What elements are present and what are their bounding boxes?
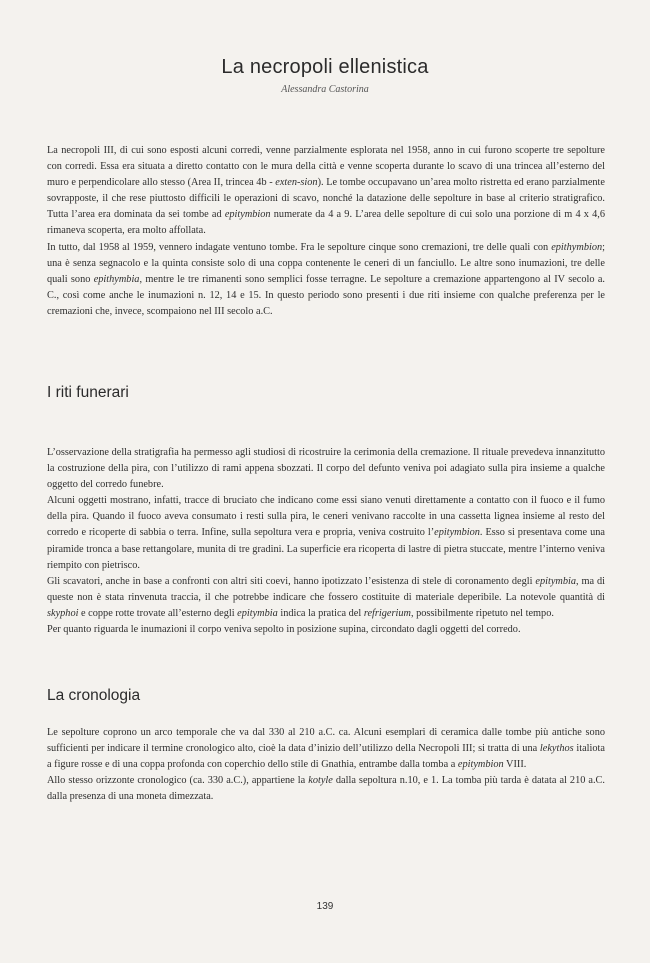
text-run: ). Le tombe occupavano un’area molto ristretta ed erano parzialmente sovrapposte, il che rese piuttosto difficili le operazioni di scavo, nonché la datazione delle sepolture in base al criterio stratigrafico. Tutta l’area era dominata da sei tombe ad [47,177,605,221]
italic-term: kotyle [308,775,333,787]
text-run: numerate da 4 a 9. L’area delle sepolture di cui solo una porzione di m 4 x 4,6 rimaneva scoperta, era molto affollata. [47,209,605,237]
text-run: dalla sepoltura n.10, e 1. La tomba più tarda è datata al 210 a.C. dalla presenza di una moneta dimezzata. [47,775,605,803]
riti-section [47,445,605,638]
text-run: Gli scavatori, anche in base a confronti con altri siti coevi, hanno ipotizzato l’esistenza di stele di coronamento degli [47,575,536,587]
paragraph [47,725,605,773]
text-run: Alcuni oggetti mostrano, infatti, tracce di bruciato che indicano come essi siano venuti direttamente a contatto con il fuoco e il fumo della pira. Quando il fuoco aveva consumato i resti sulla pira, le ceneri venivano raccolte in una cassetta lignea insieme al resto del corredo e ricoperte di sabbia o terra. Infine, sulla sepoltura vera e propria, veniva costruito l’ [47,495,605,539]
page-number: 139 [316,901,334,912]
italic-term: exten-sion [275,177,318,189]
text-run: , possibilmente ripetuto nel tempo. [410,607,554,619]
text-run: Allo stesso orizzonte cronologico (ca. 330 a.C.), appartiene la [47,775,309,787]
italic-term: epitymbion [434,527,480,539]
paragraph [47,773,605,805]
paragraph [47,574,605,622]
text-run: La necropoli III, di cui sono esposti alcuni corredi, venne parzialmente esplorata nel 1958, anno in cui furono scoperte tre sepolture con corredi. Essa era situata a diretto contatto con le mura della città e venne scoperta durante lo scavo di una trincea all’esterno del muro e perpendicolare allo stesso (Area II, trincea 4b - [47,145,605,189]
text-run: Per quanto riguarda le inumazioni il corpo veniva sepolto in posizione supina, circondato dagli oggetti del corredo. [47,624,521,636]
italic-term: lekythos [539,743,574,755]
intro-section [47,143,605,320]
text-run: indica la pratica del [277,607,364,619]
text-run: e coppe rotte trovate all’esterno degli [78,607,238,619]
paragraph [47,445,605,493]
paragraph [47,240,605,320]
section-heading-riti: I riti funerari [47,384,129,401]
italic-term: epitymbion [457,759,504,771]
text-run: , mentre le tre rimanenti sono semplici fosse terragne. Le sepolture a cremazione appartengono al IV secolo a. C., così come anche le inumazioni n. 12, 14 e 15. In questo periodo sono presenti i due riti insieme con qualche preferenza per le cremazioni che, invece, scompaiono nel III secolo a.C. [47,273,605,317]
paragraph [47,622,605,638]
italic-term: skyphoi [47,607,79,619]
text-run: ; una è senza segnacolo e la quinta consiste solo di una coppa contenente le ceneri di un fanciullo. Le altre sono inumazioni, tre delle quali sono [47,241,605,285]
text-run: , ma di queste non è stata rinvenuta traccia, il che potrebbe indicare che fossero costituite di materiale deperibile. La notevole quantità di [47,575,606,603]
cronologia-section [47,725,605,805]
paragraph [47,143,605,240]
text-run: VIII. [503,759,527,771]
text-run: In tutto, dal 1958 al 1959, vennero indagate ventuno tombe. Fra le sepolture cinque sono cremazioni, tre delle quali con [47,241,552,253]
text-run: Le sepolture coprono un arco temporale che va dal 330 al 210 a.C. ca. Alcuni esemplari di ceramica dalle tombe più antiche sono sufficienti per indicare il termine cronologico alto, cioè la data d’inizio dell’utilizzo della Necropoli III; si tratta di una [47,727,605,755]
italic-term: epitymbia [535,575,576,587]
section-heading-cronologia: La cronologia [47,687,141,704]
italic-term: epitymbion [224,209,271,221]
page-title: La necropoli ellenistica [221,56,429,78]
text-run: . Esso si presentava come una piramide tronca a base rettangolare, munita di tre gradini. La superficie era ricoperta di lastre di pietra stuccate, mentre l’interno veniva riempito con pietrisco. [47,527,605,571]
text-run: italiota a figure rosse e di una coppa profonda con coperchio dello stile di Gnathia, entrambe dalla tomba a [47,743,605,771]
paragraph [47,493,605,573]
italic-term: refrigerium [363,607,411,619]
author-name: Alessandra Castorina [281,84,369,95]
text-run: L’osservazione della stratigrafia ha permesso agli studiosi di ricostruire la cerimonia della cremazione. Il rituale prevedeva innanzitutto la costruzione della pira, con l’utilizzo di rami appena sbozzati. Il corpo del defunto veniva poi adagiato sulla pira insieme a qualche oggetto del corredo funebre. [47,447,605,491]
italic-term: epitymbia [237,607,278,619]
italic-term: epithymbion [551,241,603,253]
italic-term: epithymbia [93,273,140,285]
